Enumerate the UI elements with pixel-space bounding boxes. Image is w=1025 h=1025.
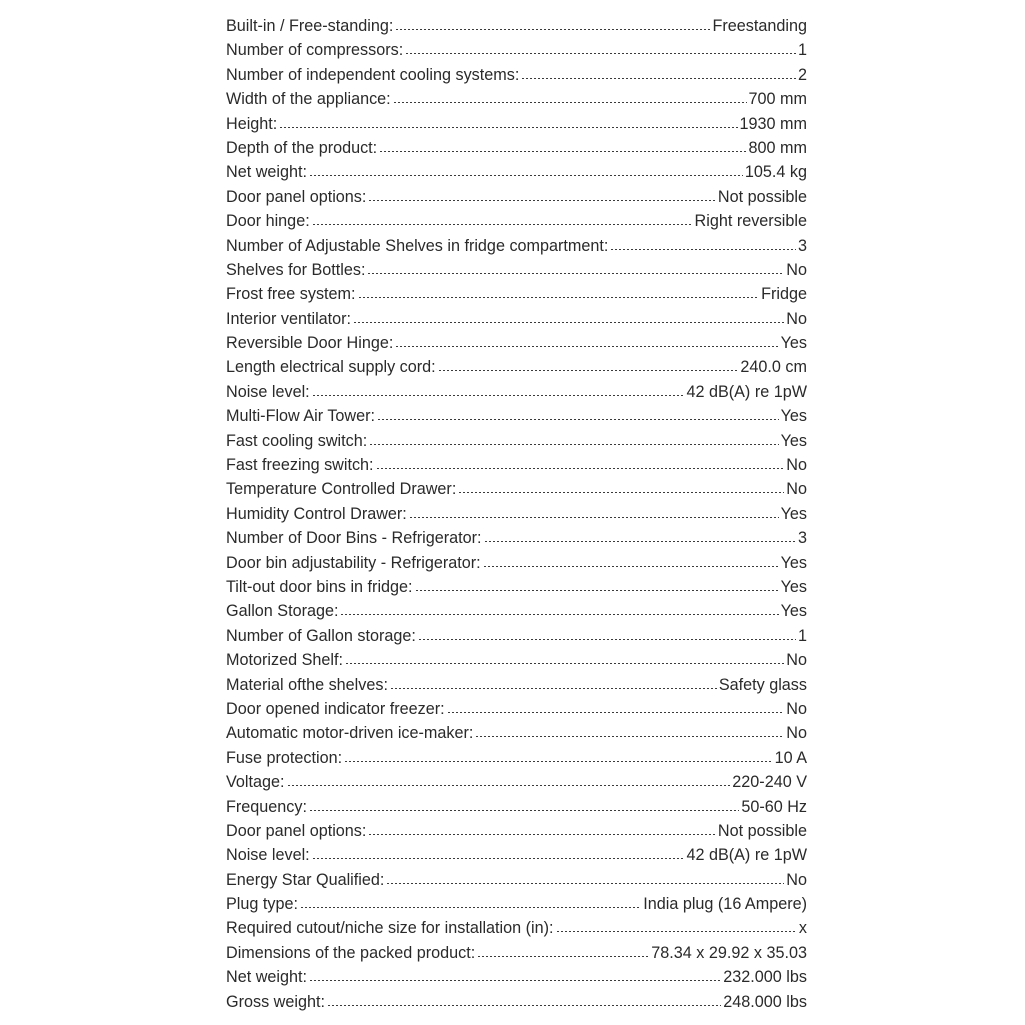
spec-row <box>226 770 807 794</box>
spec-row <box>226 575 807 599</box>
dot-leader <box>369 444 778 445</box>
spec-value: 42 dB(A) re 1pW <box>686 382 807 401</box>
spec-value: No <box>786 699 807 718</box>
spec-row <box>226 63 807 87</box>
spec-row <box>226 14 807 38</box>
spec-value: Freestanding <box>712 17 807 35</box>
spec-label: Number of Gallon storage: <box>226 626 416 645</box>
spec-row <box>226 380 807 404</box>
dot-leader <box>358 297 760 298</box>
dot-leader <box>312 858 685 859</box>
spec-row <box>226 160 807 184</box>
spec-value: No <box>786 870 807 889</box>
dot-leader <box>279 127 737 128</box>
dot-leader <box>386 883 784 884</box>
spec-label: Shelves for Bottles: <box>226 260 366 279</box>
spec-row <box>226 404 807 428</box>
spec-label: Energy Star Qualified: <box>226 870 385 889</box>
spec-label: Gross weight: <box>226 992 325 1011</box>
dot-leader <box>368 200 716 201</box>
spec-value: 1 <box>797 41 807 60</box>
spec-row <box>226 941 807 965</box>
spec-value: 78.34 x 29.92 x 35.03 <box>651 943 807 962</box>
spec-row <box>226 599 807 623</box>
spec-value: 240.0 cm <box>740 358 807 377</box>
spec-value: Not possible <box>717 821 807 840</box>
spec-value: No <box>786 456 807 475</box>
dot-leader <box>309 175 743 176</box>
dot-leader <box>312 395 685 396</box>
spec-value: 2 <box>797 65 807 84</box>
spec-label: Automatic motor-driven ice-maker: <box>226 724 474 743</box>
spec-value: No <box>786 309 807 328</box>
spec-value: Yes <box>780 407 807 426</box>
spec-value: 3 <box>797 529 807 548</box>
spec-row <box>226 648 807 672</box>
spec-label: Door panel options: <box>226 821 367 840</box>
spec-row <box>226 843 807 867</box>
spec-row <box>226 892 807 916</box>
spec-row <box>226 209 807 233</box>
dot-leader <box>390 688 717 689</box>
spec-row <box>226 746 807 770</box>
spec-label: Door bin adjustability - Refrigerator: <box>226 553 481 572</box>
spec-value: 1930 mm <box>739 114 807 133</box>
spec-row <box>226 331 807 355</box>
spec-label: Door panel options: <box>226 187 367 206</box>
dot-leader <box>287 785 731 786</box>
dot-leader <box>477 956 649 957</box>
spec-label: Multi-Flow Air Tower: <box>226 407 376 426</box>
spec-label: Temperature Controlled Drawer: <box>226 480 457 499</box>
dot-leader <box>312 224 693 225</box>
spec-label: Required cutout/niche size for installation (in): <box>226 919 554 938</box>
dot-leader <box>353 322 784 323</box>
spec-value: Yes <box>780 602 807 621</box>
spec-value: India plug (16 Ampere) <box>643 895 807 914</box>
dot-leader <box>377 419 779 420</box>
dot-leader <box>367 273 784 274</box>
spec-value: Yes <box>780 577 807 596</box>
spec-row <box>226 673 807 697</box>
spec-label: Frost free system: <box>226 285 356 304</box>
spec-label: Depth of the product: <box>226 138 378 157</box>
spec-label: Length electrical supply cord: <box>226 358 436 377</box>
spec-label: Width of the appliance: <box>226 90 391 109</box>
spec-value: No <box>786 651 807 670</box>
dot-leader <box>309 980 721 981</box>
spec-row <box>226 868 807 892</box>
dot-leader <box>521 78 796 79</box>
spec-row <box>226 990 807 1014</box>
spec-row <box>226 526 807 550</box>
spec-label: Tilt-out door bins in fridge: <box>226 577 413 596</box>
spec-label: Door hinge: <box>226 212 310 231</box>
spec-row <box>226 916 807 940</box>
spec-label: Fast cooling switch: <box>226 431 368 450</box>
spec-label: Frequency: <box>226 797 307 816</box>
spec-list <box>226 14 807 1014</box>
spec-row <box>226 551 807 575</box>
spec-value: 105.4 kg <box>744 163 807 182</box>
dot-leader <box>395 346 778 347</box>
dot-leader <box>475 736 784 737</box>
spec-row <box>226 697 807 721</box>
spec-row <box>226 234 807 258</box>
spec-value: Fridge <box>761 285 807 304</box>
spec-value: Yes <box>780 431 807 450</box>
spec-row <box>226 721 807 745</box>
dot-leader <box>447 712 785 713</box>
spec-value: x <box>798 919 807 938</box>
spec-label: Net weight: <box>226 163 307 182</box>
spec-row <box>226 282 807 306</box>
spec-label: Plug type: <box>226 895 298 914</box>
spec-value: 232.000 lbs <box>723 968 807 987</box>
spec-label: Door opened indicator freezer: <box>226 699 445 718</box>
spec-value: No <box>786 480 807 499</box>
dot-leader <box>438 370 739 371</box>
spec-row <box>226 355 807 379</box>
dot-leader <box>405 53 796 54</box>
spec-value: Not possible <box>717 187 807 206</box>
dot-leader <box>610 249 796 250</box>
spec-row <box>226 307 807 331</box>
dot-leader <box>309 810 739 811</box>
spec-row <box>226 819 807 843</box>
spec-row <box>226 112 807 136</box>
dot-leader <box>483 566 779 567</box>
spec-row <box>226 477 807 501</box>
spec-value: 800 mm <box>748 138 807 157</box>
spec-label: Interior ventilator: <box>226 309 352 328</box>
dot-leader <box>393 102 747 103</box>
spec-label: Dimensions of the packed product: <box>226 943 476 962</box>
spec-row <box>226 453 807 477</box>
spec-row <box>226 185 807 209</box>
spec-label: Reversible Door Hinge: <box>226 334 394 353</box>
dot-leader <box>300 907 641 908</box>
dot-leader <box>345 663 784 664</box>
spec-value: 50-60 Hz <box>741 797 807 816</box>
spec-row <box>226 136 807 160</box>
spec-label: Net weight: <box>226 968 307 987</box>
spec-label: Gallon Storage: <box>226 602 339 621</box>
spec-row <box>226 502 807 526</box>
spec-row <box>226 429 807 453</box>
dot-leader <box>484 541 796 542</box>
spec-value: No <box>786 724 807 743</box>
spec-label: Motorized Shelf: <box>226 651 343 670</box>
dot-leader <box>395 29 710 30</box>
spec-value: 248.000 lbs <box>723 992 807 1011</box>
spec-value: 42 dB(A) re 1pW <box>686 846 807 865</box>
dot-leader <box>418 639 796 640</box>
dot-leader <box>344 761 773 762</box>
dot-leader <box>327 1005 721 1006</box>
spec-value: Right reversible <box>694 212 807 231</box>
spec-value: 3 <box>797 236 807 255</box>
dot-leader <box>415 590 779 591</box>
spec-label: Voltage: <box>226 773 285 792</box>
spec-value: Safety glass <box>718 675 807 694</box>
spec-value: 10 A <box>774 748 807 767</box>
dot-leader <box>368 834 716 835</box>
spec-row <box>226 795 807 819</box>
dot-leader <box>458 492 784 493</box>
dot-leader <box>409 517 779 518</box>
spec-value: Yes <box>780 334 807 353</box>
spec-value: Yes <box>780 553 807 572</box>
dot-leader <box>556 931 797 932</box>
spec-value: No <box>786 260 807 279</box>
spec-value: 700 mm <box>748 90 807 109</box>
spec-row <box>226 87 807 111</box>
spec-label: Number of compressors: <box>226 41 404 60</box>
spec-label: Number of Adjustable Shelves in fridge compartment: <box>226 236 609 255</box>
spec-value: 1 <box>797 626 807 645</box>
dot-leader <box>376 468 785 469</box>
dot-leader <box>379 151 746 152</box>
spec-label: Fuse protection: <box>226 748 343 767</box>
spec-label: Humidity Control Drawer: <box>226 504 407 523</box>
spec-row <box>226 965 807 989</box>
spec-label: Noise level: <box>226 382 310 401</box>
spec-row <box>226 38 807 62</box>
spec-row <box>226 624 807 648</box>
spec-label: Noise level: <box>226 846 310 865</box>
spec-label: Material ofthe shelves: <box>226 675 388 694</box>
spec-value: 220-240 V <box>732 773 807 792</box>
dot-leader <box>340 614 778 615</box>
spec-label: Height: <box>226 114 278 133</box>
spec-label: Fast freezing switch: <box>226 456 374 475</box>
spec-label: Number of independent cooling systems: <box>226 65 520 84</box>
spec-label: Built-in / Free-standing: <box>226 17 394 35</box>
spec-row <box>226 258 807 282</box>
spec-value: Yes <box>780 504 807 523</box>
spec-label: Number of Door Bins - Refrigerator: <box>226 529 482 548</box>
